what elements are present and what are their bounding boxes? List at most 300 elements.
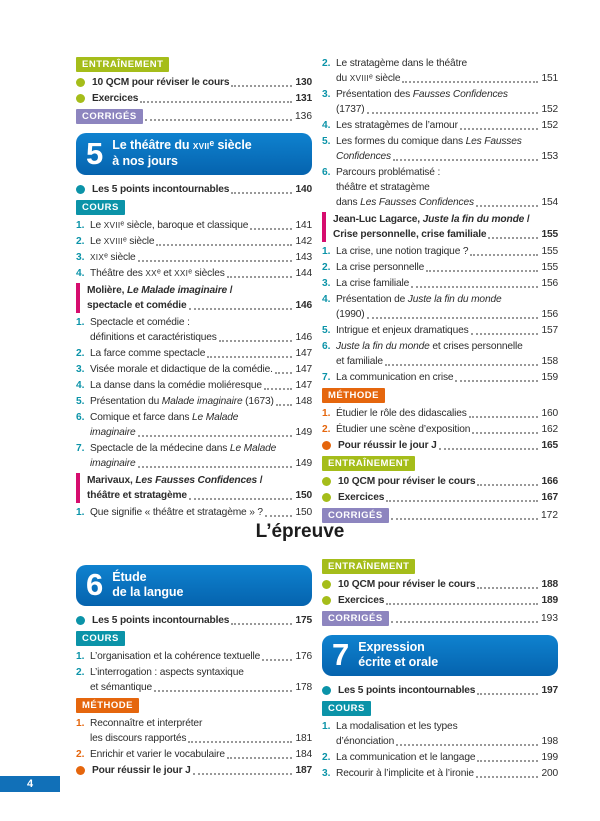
dot-leader (455, 380, 538, 382)
toc-entry (322, 474, 558, 489)
entry-page: 151 (541, 73, 558, 84)
toc-entry (76, 91, 312, 106)
dot-leader (275, 372, 293, 374)
toc-column-top-right (322, 56, 558, 526)
toc-entry (322, 490, 558, 505)
toc-entry (76, 505, 312, 520)
section-label-row (322, 388, 558, 403)
entry-text: La farce comme spectacle (90, 348, 206, 359)
entry-page: 152 (541, 120, 558, 131)
entry-line (336, 102, 558, 117)
toc-entry (76, 613, 312, 628)
bullet-icon (76, 185, 85, 194)
bullet-icon (322, 580, 331, 589)
entry-line: Molière, Le Malade imaginaire / (87, 285, 233, 296)
entry-text: 10 QCM pour réviser le cours (338, 476, 476, 487)
entry-text: (1737) (336, 104, 365, 115)
entry-line (90, 747, 312, 762)
dot-leader (460, 128, 539, 130)
entry-text: et sémantique (90, 682, 153, 693)
entry-text: Le XVIIᵉ siècle, baroque et classique (90, 220, 249, 231)
toc-entry (322, 422, 558, 437)
entry-line (333, 227, 558, 242)
bullet-icon (322, 441, 331, 450)
dot-leader (262, 659, 292, 661)
entry-number: 1. (76, 507, 85, 518)
section-label-corriges: CORRIGÉS (322, 611, 389, 626)
entry-text: Que signifie « théâtre et stratagème » ? (90, 507, 263, 518)
dot-leader (386, 500, 538, 502)
entry-text: Les stratagèmes de l’amour (336, 120, 458, 131)
entry-page: 148 (295, 396, 312, 407)
work-heading (76, 283, 312, 313)
entry-text: La crise familiale (336, 278, 410, 289)
dot-leader (469, 416, 539, 418)
dot-leader (219, 340, 293, 342)
toc-column-top-left (76, 54, 312, 521)
dot-leader (265, 515, 292, 517)
chapter-header-5 (76, 133, 312, 175)
entry-page: 140 (295, 184, 312, 195)
bullet-icon (76, 78, 85, 87)
section-label-cours: COURS (322, 701, 371, 716)
dot-leader (402, 81, 538, 83)
entry-line (92, 75, 312, 90)
entry-line: théâtre et stratagème (336, 182, 430, 193)
entry-page: 143 (295, 252, 312, 263)
entry-line (90, 378, 312, 393)
section-label-row (76, 57, 312, 72)
entry-line (90, 731, 312, 746)
entry-text: Pour réussir le jour J (92, 765, 191, 776)
entry-number: 1. (76, 651, 85, 662)
entry-line (92, 91, 312, 106)
entry-number: 2. (76, 348, 85, 359)
entry-page: 149 (295, 458, 312, 469)
chapter-header-6 (76, 565, 312, 606)
section-label-corriges: CORRIGÉS (76, 109, 143, 124)
entry-line (90, 266, 312, 281)
entry-line: Parcours problématisé : (336, 167, 441, 178)
entry-text: Le XVIIIᵉ siècle (90, 236, 155, 247)
toc-entry (322, 438, 558, 453)
entry-line (336, 244, 558, 259)
dot-leader (227, 276, 293, 278)
toc-entry (76, 716, 312, 746)
chapter-header-7 (322, 635, 558, 676)
entry-page: 176 (295, 651, 312, 662)
entry-line: Spectacle et comédie : (90, 317, 190, 328)
toc-entry (76, 234, 312, 249)
toc-column-bottom-right (322, 556, 558, 782)
entry-number: 7. (76, 443, 85, 454)
dot-leader (188, 741, 292, 743)
section-label-row (76, 109, 312, 124)
section-label-cours: COURS (76, 200, 125, 215)
entry-text: (1990) (336, 309, 365, 320)
entry-line (338, 438, 558, 453)
entry-text: définitions et caractéristiques (90, 332, 217, 343)
toc-entry (322, 339, 558, 369)
dot-leader (189, 498, 293, 500)
dot-leader (227, 757, 293, 759)
entry-number: 4. (322, 294, 331, 305)
toc-entry (322, 370, 558, 385)
entry-line (336, 422, 558, 437)
entry-line: Présentation des Fausses Confidences (336, 89, 508, 100)
entry-line (336, 766, 558, 781)
toc-entry (322, 87, 558, 117)
toc-entry (322, 292, 558, 322)
entry-number: 1. (322, 246, 331, 257)
entry-text: Exercices (338, 492, 385, 503)
dot-leader (470, 254, 538, 256)
entry-page: 156 (541, 309, 558, 320)
entry-line (336, 149, 558, 164)
entry-number: 2. (322, 752, 331, 763)
entry-line (336, 195, 558, 210)
entry-number: 1. (76, 718, 85, 729)
entry-text: Exercices (92, 93, 139, 104)
entry-text: Exercices (338, 595, 385, 606)
dot-leader (231, 623, 292, 625)
entry-text: et familiale (336, 356, 383, 367)
toc-entry (76, 362, 312, 377)
toc-entry (322, 593, 558, 608)
dot-leader (207, 356, 292, 358)
dot-leader (140, 101, 292, 103)
dot-leader (154, 690, 292, 692)
entry-page: 149 (295, 427, 312, 438)
entry-page: 162 (541, 424, 558, 435)
entry-page: 166 (541, 476, 558, 487)
bullet-icon (76, 94, 85, 103)
section-label-entrainement: ENTRAÎNEMENT (322, 456, 415, 471)
toc-entry (322, 118, 558, 133)
entry-page: 154 (541, 197, 558, 208)
entry-text: La danse dans la comédie moliéresque (90, 380, 262, 391)
dot-leader (385, 364, 539, 366)
entry-text: La crise personnelle (336, 262, 425, 273)
entry-line: Spectacle de la médecine dans Le Malade (90, 443, 277, 454)
entry-page: 152 (541, 104, 558, 115)
entry-page: 178 (295, 682, 312, 693)
entry-line (338, 474, 558, 489)
entry-text: spectacle et comédie (87, 300, 187, 311)
dot-leader (138, 466, 293, 468)
entry-line (92, 763, 312, 778)
chapter-number: 7 (332, 637, 350, 672)
entry-number: 2. (76, 667, 85, 678)
bullet-icon (322, 493, 331, 502)
entry-line: Reconnaître et interpréter (90, 718, 203, 729)
dot-leader (477, 760, 538, 762)
toc-entry (76, 410, 312, 440)
entry-text: Étudier le rôle des didascalies (336, 408, 467, 419)
entry-text: Les 5 points incontournables (338, 685, 476, 696)
entry-page: 175 (295, 615, 312, 626)
entry-line (338, 577, 558, 592)
chapter-number: 6 (86, 567, 104, 602)
entry-text: 10 QCM pour réviser le cours (338, 579, 476, 590)
section-label-row (322, 456, 558, 471)
entry-page: 155 (541, 262, 558, 273)
dot-leader (477, 587, 538, 589)
entry-page: 150 (295, 507, 312, 518)
entry-page: 172 (541, 510, 558, 521)
entry-page: 187 (295, 765, 312, 776)
entry-page: 184 (295, 749, 312, 760)
entry-page: 167 (541, 492, 558, 503)
toc-entry (76, 747, 312, 762)
entry-line (336, 307, 558, 322)
entry-page: 141 (295, 220, 312, 231)
entry-page: 142 (295, 236, 312, 247)
page-number-bar (0, 776, 60, 792)
entry-page: 199 (541, 752, 558, 763)
entry-line (90, 505, 312, 520)
dot-leader (193, 773, 293, 775)
entry-text: La communication en crise (336, 372, 454, 383)
entry-page: 157 (541, 325, 558, 336)
entry-number: 3. (322, 278, 331, 289)
toc-entry (76, 266, 312, 281)
entry-text: Étudier une scène d’exposition (336, 424, 471, 435)
entry-page: 147 (295, 348, 312, 359)
entry-number: 3. (76, 364, 85, 375)
entry-text: XIXᵉ siècle (90, 252, 136, 263)
entry-number: 1. (322, 408, 331, 419)
dot-leader (411, 286, 538, 288)
section-label-row (76, 698, 312, 713)
entry-text: 10 QCM pour réviser le cours (92, 77, 230, 88)
entry-line: L’interrogation : aspects syntaxique (90, 667, 244, 678)
bullet-icon (322, 477, 331, 486)
entry-line (336, 118, 558, 133)
entry-line: Comique et farce dans Le Malade (90, 412, 239, 423)
entry-number: 2. (76, 749, 85, 760)
dot-leader (471, 333, 539, 335)
toc-entry (76, 218, 312, 233)
dot-leader (477, 693, 538, 695)
entry-page: 146 (295, 300, 312, 311)
page-number: 4 (26, 778, 34, 790)
entry-page: 181 (295, 733, 312, 744)
entry-page: 153 (541, 151, 558, 162)
entry-text: Pour réussir le jour J (338, 440, 437, 451)
entry-number: 4. (322, 120, 331, 131)
entry-page: 197 (541, 685, 558, 696)
entry-line (338, 683, 558, 698)
dot-leader (426, 270, 538, 272)
toc-entry (76, 250, 312, 265)
entry-page: 189 (541, 595, 558, 606)
dot-leader (189, 308, 293, 310)
bullet-icon (322, 596, 331, 605)
entry-page: 144 (295, 268, 312, 279)
entry-number: 5. (322, 325, 331, 336)
work-heading (322, 212, 558, 242)
toc-entry (76, 346, 312, 361)
section-label-row (322, 559, 558, 574)
entry-number: 4. (76, 380, 85, 391)
chapter-title: Expression écrite et orale (358, 640, 439, 669)
dot-leader (250, 228, 292, 230)
entry-line (336, 276, 558, 291)
entry-page: 165 (541, 440, 558, 451)
entry-page: 158 (541, 356, 558, 367)
entry-line (90, 649, 312, 664)
entry-line (336, 260, 558, 275)
entry-text: Confidences (336, 151, 391, 162)
dot-leader (477, 484, 538, 486)
entry-number: 2. (322, 58, 331, 69)
entry-line (338, 593, 558, 608)
toc-entry (322, 134, 558, 164)
entry-line: Marivaux, Les Fausses Confidences / (87, 475, 263, 486)
entry-line (90, 346, 312, 361)
entry-line: Les formes du comique dans Les Fausses (336, 136, 522, 147)
bullet-icon (76, 616, 85, 625)
toc-entry (76, 441, 312, 471)
dot-leader (138, 260, 293, 262)
entry-text: Crise personnelle, crise familiale (333, 229, 487, 240)
toc-column-bottom-left (76, 556, 312, 779)
dot-leader (264, 388, 293, 390)
entry-page: 146 (295, 332, 312, 343)
entry-line (87, 488, 312, 503)
entry-page: 130 (295, 77, 312, 88)
entry-text: d’énonciation (336, 736, 395, 747)
entry-number: 7. (322, 372, 331, 383)
chapter-title: Étude de la langue (112, 570, 184, 599)
entry-number: 5. (322, 136, 331, 147)
toc-entry (322, 766, 558, 781)
chapter-number: 5 (86, 135, 104, 171)
dot-leader (476, 776, 539, 778)
entry-page: 150 (295, 490, 312, 501)
entry-text: La crise, une notion tragique ? (336, 246, 469, 257)
entry-line: Présentation de Juste la fin du monde (336, 294, 502, 305)
entry-page: 136 (295, 111, 312, 122)
entry-line (90, 234, 312, 249)
section-label-entrainement: ENTRAÎNEMENT (322, 559, 415, 574)
part-heading: L’épreuve (255, 521, 345, 542)
section-label-row (322, 611, 558, 626)
entry-line (90, 394, 312, 409)
entry-line (90, 250, 312, 265)
entry-line (336, 750, 558, 765)
entry-text: Visée morale et didactique de la comédie. (90, 364, 273, 375)
entry-text: Enrichir et varier le vocabulaire (90, 749, 225, 760)
toc-entry (76, 665, 312, 695)
entry-text: les discours rapportés (90, 733, 187, 744)
toc-entry (76, 649, 312, 664)
entry-number: 6. (76, 412, 85, 423)
entry-line (90, 456, 312, 471)
entry-number: 1. (322, 721, 331, 732)
entry-line: Jean-Luc Lagarce, Juste la fin du monde / (333, 214, 530, 225)
dot-leader (396, 744, 538, 746)
entry-number: 4. (76, 268, 85, 279)
entry-line: La modalisation et les types (336, 721, 458, 732)
entry-text: du XVIIIᵉ siècle (336, 73, 401, 84)
entry-line (92, 613, 312, 628)
section-label-cours: COURS (76, 631, 125, 646)
section-label-corriges: CORRIGÉS (322, 508, 389, 523)
entry-line (336, 734, 558, 749)
entry-page: 131 (295, 93, 312, 104)
section-label-row (322, 701, 558, 716)
dot-leader (393, 159, 538, 161)
entry-text: Théâtre des XXᵉ et XXIᵉ siècles (90, 268, 225, 279)
toc-entry (322, 276, 558, 291)
entry-number: 3. (322, 768, 331, 779)
chapter-title: Le théâtre du XVIIᵉ siècle à nos jours (112, 138, 252, 168)
toc-entry (76, 378, 312, 393)
entry-text: Les 5 points incontournables (92, 184, 230, 195)
entry-text: Recourir à l’implicite et à l’ironie (336, 768, 474, 779)
entry-page: 155 (541, 229, 558, 240)
entry-text: Les 5 points incontournables (92, 615, 230, 626)
entry-page: 198 (541, 736, 558, 747)
toc-entry (322, 56, 558, 86)
dot-leader (391, 518, 538, 520)
entry-line (90, 362, 312, 377)
entry-page: 155 (541, 246, 558, 257)
dot-leader (367, 112, 539, 114)
toc-entry (322, 244, 558, 259)
entry-page: 147 (295, 364, 312, 375)
toc-entry (322, 577, 558, 592)
entry-number: 1. (76, 220, 85, 231)
entry-line (90, 218, 312, 233)
dot-leader (231, 192, 292, 194)
dot-leader (488, 237, 538, 239)
toc-entry (76, 75, 312, 90)
entry-page: 188 (541, 579, 558, 590)
entry-text: Présentation du Malade imaginaire (1673) (90, 396, 274, 407)
dot-leader (276, 404, 293, 406)
entry-text: imaginaire (90, 458, 136, 469)
entry-line (87, 298, 312, 313)
dot-leader (391, 621, 538, 623)
dot-leader (367, 317, 539, 319)
entry-number: 5. (76, 396, 85, 407)
toc-entry (76, 182, 312, 197)
toc-entry (322, 683, 558, 698)
toc-entry (76, 315, 312, 345)
dot-leader (231, 85, 292, 87)
entry-page: 147 (295, 380, 312, 391)
entry-number: 2. (322, 424, 331, 435)
section-label-row (76, 631, 312, 646)
entry-number: 6. (322, 341, 331, 352)
entry-text: La communication et le langage (336, 752, 476, 763)
toc-entry (76, 394, 312, 409)
dot-leader (145, 119, 292, 121)
entry-text: dans Les Fausses Confidences (336, 197, 474, 208)
entry-line: Le stratagème dans le théâtre (336, 58, 468, 69)
entry-number: 3. (76, 252, 85, 263)
toc-entry (322, 719, 558, 749)
entry-line (92, 182, 312, 197)
entry-page: 160 (541, 408, 558, 419)
entry-line (338, 490, 558, 505)
entry-number: 2. (322, 262, 331, 273)
entry-text: Intrigue et enjeux dramatiques (336, 325, 469, 336)
section-label-methode: MÉTHODE (76, 698, 139, 713)
